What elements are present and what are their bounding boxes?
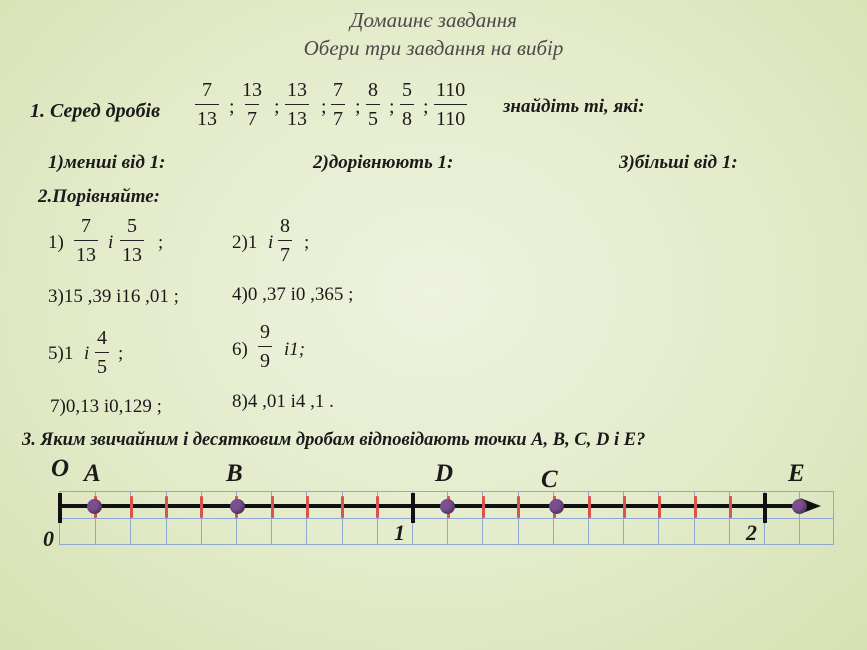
item3-text: 3)15 ,39 і16 ,01 ; xyxy=(48,286,179,307)
separator: ; xyxy=(423,96,429,118)
fraction-5: $\frac{8}{5}$ xyxy=(368,79,378,130)
zero-label: 0 xyxy=(43,526,54,551)
one-label: 1 xyxy=(394,520,405,545)
separator: ; xyxy=(355,96,361,118)
fraction-7: $\frac{110}{110}$ xyxy=(436,79,466,130)
task2-heading: 2.Порівняйте: xyxy=(38,186,160,207)
task1-option-3: 3)більші від 1: xyxy=(619,152,738,173)
separator: ; xyxy=(229,96,235,118)
origin-label: O xyxy=(51,455,70,482)
item6-prefix: 6) xyxy=(232,339,248,360)
item6-word: і1; xyxy=(284,339,306,360)
item5-end: ; xyxy=(118,343,124,364)
fraction-3: $\frac{13}{13}$ xyxy=(287,79,307,130)
item5-fraction: $\frac{4}{5}$ xyxy=(97,327,107,378)
minor-tick xyxy=(588,496,591,518)
fraction-6: $\frac{5}{8}$ xyxy=(402,79,412,130)
minor-tick xyxy=(271,496,274,518)
fraction-2: $\frac{13}{7}$ xyxy=(242,79,262,130)
minor-tick xyxy=(623,496,626,518)
separator: ; xyxy=(321,96,327,118)
minor-tick xyxy=(376,496,379,518)
point-b xyxy=(230,499,245,514)
item2-fraction: $\frac{8}{7}$ xyxy=(280,215,290,266)
item5-prefix: 5)1 xyxy=(48,343,74,364)
item1-word: і xyxy=(108,232,114,253)
item8-text: 8)4 ,01 і4 ,1 . xyxy=(232,391,334,412)
minor-tick xyxy=(729,496,732,518)
major-tick xyxy=(411,493,415,523)
minor-tick xyxy=(694,496,697,518)
task1-lead: 1. Серед дробів xyxy=(30,100,161,122)
point-label-c: C xyxy=(541,466,558,493)
homework-title: Домашнє завдання xyxy=(350,8,517,32)
minor-tick xyxy=(482,496,485,518)
separator: ; xyxy=(389,96,395,118)
minor-tick xyxy=(200,496,203,518)
fraction-1: $\frac{7}{13}$ xyxy=(197,79,217,130)
item1-prefix: 1) xyxy=(48,232,64,253)
two-label: 2 xyxy=(746,520,757,545)
point-label-a: A xyxy=(84,460,101,487)
minor-tick xyxy=(165,496,168,518)
fraction-4: $\frac{7}{7}$ xyxy=(333,79,343,130)
point-c xyxy=(549,499,564,514)
task3-heading: 3. Яким звичайним і десятковим дробам відповідають точки A, B, C, D і E? xyxy=(22,430,646,450)
point-label-d: D xyxy=(435,460,454,487)
major-tick xyxy=(58,493,62,523)
point-a xyxy=(87,499,102,514)
point-label-b: B xyxy=(226,460,243,487)
item2-prefix: 2)1 xyxy=(232,232,258,253)
minor-tick xyxy=(341,496,344,518)
minor-tick xyxy=(130,496,133,518)
separator: ; xyxy=(274,96,280,118)
point-label-e: E xyxy=(788,460,805,487)
homework-subtitle: Обери три завдання на вибір xyxy=(303,36,564,60)
point-d xyxy=(440,499,455,514)
item7-text: 7)0,13 і0,129 ; xyxy=(50,396,162,417)
item2-word: і xyxy=(268,232,274,253)
major-tick xyxy=(763,493,767,523)
task1-option-1: 1)менші від 1: xyxy=(48,152,166,173)
task1-option-2: 2)дорівнюють 1: xyxy=(313,152,454,173)
item2-end: ; xyxy=(304,232,310,253)
task1-tail: знайдіть ті, які: xyxy=(503,96,645,117)
minor-tick xyxy=(517,496,520,518)
point-e xyxy=(792,499,807,514)
item1-fraction-b: $\frac{5}{13}$ xyxy=(122,215,142,266)
item4-text: 4)0 ,37 і0 ,365 ; xyxy=(232,284,354,305)
minor-tick xyxy=(658,496,661,518)
item6-fraction: $\frac{9}{9}$ xyxy=(260,321,270,372)
item1-end: ; xyxy=(158,232,164,253)
item5-word: і xyxy=(84,343,90,364)
item1-fraction-a: $\frac{7}{13}$ xyxy=(76,215,96,266)
minor-tick xyxy=(306,496,309,518)
